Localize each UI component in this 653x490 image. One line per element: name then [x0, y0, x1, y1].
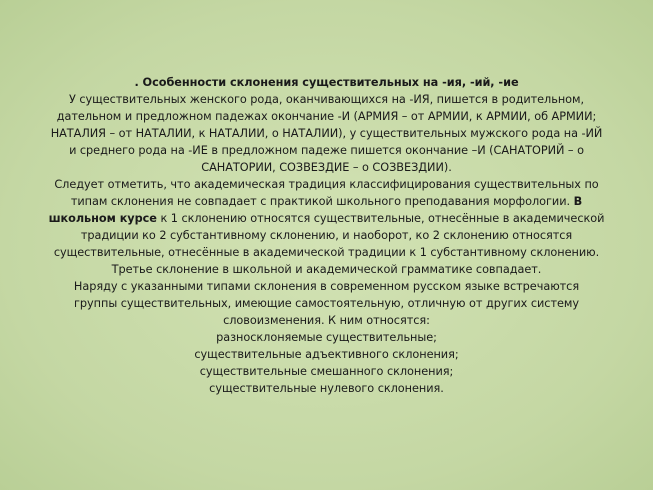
list-item: существительные нулевого склонения.	[209, 382, 444, 395]
text-line	[30, 210, 623, 227]
text-line: Следует отметить, что академическая традиция классифицирования существительных по	[54, 178, 599, 191]
text-line: существительные, отнесённые в академической традиции к 1 субстантивному склонению.	[53, 246, 600, 259]
text-line: дательном и предложном падежах окончание -И (АРМИЯ – от АРМИИ, к АРМИИ, об АРМИИ;	[56, 110, 597, 123]
text-line: У существительных женского рода, оканчивающихся на -ИЯ, пишется в родительном,	[68, 93, 585, 106]
slide-text	[30, 74, 623, 397]
text-line: группы существительных, имеющие самостоятельную, отличную от других систему	[74, 297, 579, 310]
text-line	[30, 193, 623, 210]
text-line: САНАТОРИИ, СОЗВЕЗДИЕ – о СОЗВЕЗДИИ).	[201, 161, 452, 174]
text-line: традиции ко 2 субстантивному склонению, и наоборот, ко 2 склонению относятся	[80, 229, 573, 242]
text-line: Наряду с указанными типами склонения в современном русском языке встречаются	[73, 280, 580, 293]
list-item: разносклоняемые существительные;	[216, 331, 437, 344]
bold-fragment: В	[573, 195, 583, 208]
text-line: словоизменения. К ним относятся:	[223, 314, 430, 327]
slide-title: . Особенности склонения существительных на -ия, -ий, -ие	[134, 76, 519, 89]
list-item: существительные смешанного склонения;	[199, 365, 454, 378]
bold-fragment: школьном курсе	[48, 212, 157, 225]
list-item: существительные адъективного склонения;	[194, 348, 459, 361]
text-fragment: к 1 склонению относятся существительные, отнесённые в академической	[156, 212, 605, 225]
text-line: НАТАЛИЯ – от НАТАЛИИ, к НАТАЛИИ, о НАТАЛИИ), у существительных мужского рода на -ИЙ	[50, 127, 603, 140]
text-line: и среднего рода на -ИЕ в предложном падеже пишется окончание –И (САНАТОРИЙ – о	[69, 144, 584, 157]
text-line: Третье склонение в школьной и академической грамматике совпадает.	[111, 263, 542, 276]
text-fragment: типам склонения не совпадает с практикой школьного преподавания морфологии.	[70, 195, 571, 208]
